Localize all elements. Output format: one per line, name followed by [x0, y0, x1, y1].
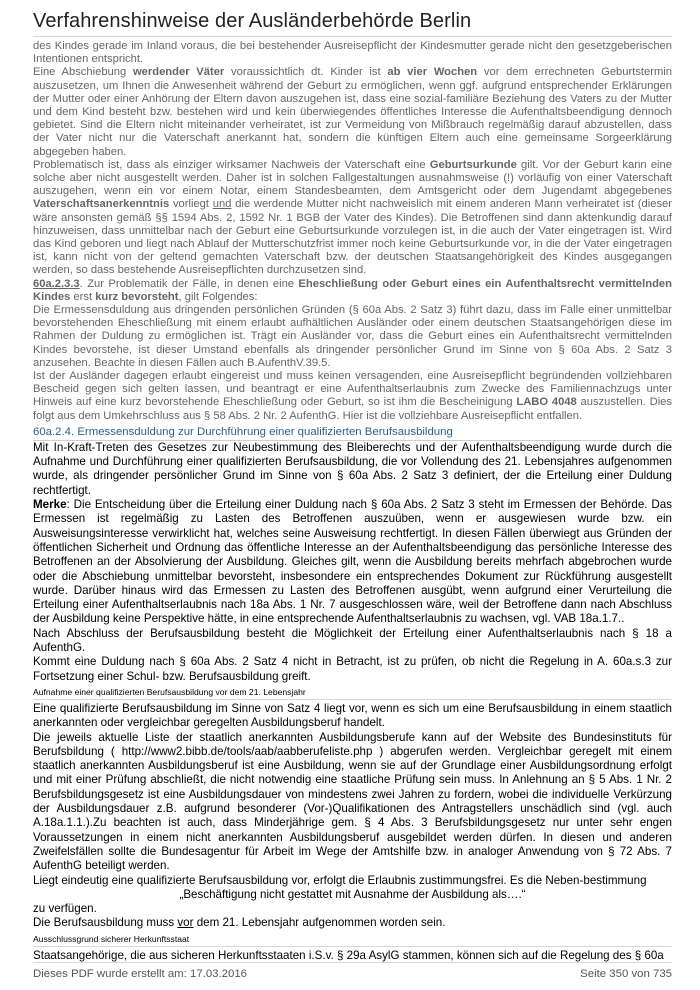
document-body: [33, 40, 672, 963]
paragraph: Merke: Die Entscheidung über die Erteilung einer Duldung nach § 60a Abs. 2 Satz 3 steht im Ermessen der Behörde. Das Ermessen ist regelmäßig zu Lasten des Betroffenen auszuüben, wenn er ausgewiesen wurde bzw. ein Ausweisungsinteresse verwirklicht hat, welches seine Ausweisung rechtfertigt. In diesen Fällen überwiegt aus Gründen der öffentlichen Sicherheit und Ordnung das öffentliche Interesse an der Aufenthaltsbeendigung das persönliche Interesse des Betroffenen an der Absolvierung der Ausbildung. Gleiches gilt, wenn die Ausbildung bereits mehrfach abgebrochen wurde oder die Abschiebung unmittelbar bevorsteht, insbesondere ein entsprechendes Dokument zur Rückführung ausgestellt wurde. Darüber hinaus wird das Ermessen zu Lasten des Betroffenen ausgübt, wenn aufgrund einer Verurteilung die Erteilung einer Aufenthaltserlaubnis nach 18a Abs. 1 Nr. 7 ausgeschlossen wäre, weil der Betroffene dann nach Abschluss der Ausbildung keine Perspektive hätte, in eine entsprechende Aufenthaltserlaubnis zu wachsen, vgl. VAB 18a.1.7..: [33, 498, 672, 626]
paragraph: Eine qualifizierte Berufsausbildung im Sinne von Satz 4 liegt vor, wenn es sich um eine Berufsausbildung in einem staatlich anerkannten oder vergleichbar geregelten Ausbildungsberuf handelt.: [33, 701, 672, 730]
paragraph: Ist der Ausländer dagegen erlaubt eingereist und muss keinen versagenden, eine Ausreisepflicht begründenden vollziehbaren Bescheid gegen sich gelten lassen, und beantragt er eine Aufenthaltserlaubnis zum Zwecke des Familiennachzugs unter Hinweis auf eine kurz bevorstehende Eheschließung oder Geburt, so ist ihm die Bescheinigung LABO 4048 auszustellen. Dies folgt aus dem Umkehrschluss aus § 58 Abs. 2 Nr. 2 AufenthG. Hier ist die vollziehbare Ausreisepflicht entfallen.: [33, 370, 672, 422]
subsection-heading: Ausschlussgrund sicherer Herkunftsstaat: [33, 933, 672, 947]
paragraph: 60a.2.3.3. Zur Problematik der Fälle, in denen eine Eheschließung oder Geburt eines ein Aufenthaltsrecht vermittelnden Kindes erst kurz bevorsteht, gilt Folgendes:: [33, 277, 672, 303]
section-body: [33, 441, 672, 684]
paragraph: zu verfügen.: [33, 902, 97, 916]
subsection-heading: Aufnahme einer qualifizierten Berufsausbildung vor dem 21. Lebensjahr: [33, 686, 672, 700]
paragraph: Die Berufsausbildung muss vor dem 21. Lebensjahr aufgenommen worden sein.: [33, 916, 446, 930]
footer-page-number: Seite 350 von 735: [580, 968, 672, 980]
paragraph: Nach Abschluss der Berufsausbildung besteht die Möglichkeit der Erteilung einer Aufenthaltserlaubnis nach § 18 a AufenthG.: [33, 626, 672, 655]
paragraph: Die Ermessensduldung aus dringenden persönlichen Gründen (§ 60a Abs. 2 Satz 3) führt dazu, dass im Falle einer unmittelbar bevorstehenden Eheschließung mit einem erlaubt aufhältlichen Ausländer oder einem deutschen Staatsangehörigen diese im Rahmen der Duldung zu ermöglichen ist. Trägt ein Ausländer vor, dass die Geburt eines ein Aufenthaltsrecht vermittelnden Kindes bevorstehe, ist dieser Umstand ebenfalls als dringender persönlicher Grund im Sinne von § 60a Abs. 2 Satz 3 anzusehen. Beachte in diesen Fällen auch B.AufenthV.39.5.: [33, 304, 672, 369]
paragraph: Staatsangehörige, die aus sicheren Herkunftsstaaten i.S.v. § 29a AsylG stammen, können sich auf die Regelung des § 60a: [33, 948, 664, 962]
footer-created-date: Dieses PDF wurde erstellt am: 17.03.2016: [33, 968, 247, 980]
paragraph: Eine Abschiebung werdender Väter voraussichtlich dt. Kinder ist ab vier Wochen vor dem errechneten Geburtstermin auszusetzen, um Ihnen die Anwesenheit während der Geburt zu ermöglichen, wenn ggf. aufgrund entsprechender Erklärungen der Mutter oder einer Anhörung der Eltern davon auszugehen ist, dass eine sozial-familiäre Beziehung des Vaters zu der Mutter und dem Kind besteht bzw. bestehen wird und kein überwiegendes öffentliches Interesse die Aufenthaltsbeendigung dennoch gebietet. Sind die Eltern nicht miteinander verheiratet, ist zur Vermeidung von Mißbrauch regelmäßig darauf abzustellen, dass der Vater nicht nur die Vaterschaft anerkannt hat, sondern die künftigen Eltern auch eine gemeinsame Sorgeerklärung abgegeben haben.: [33, 66, 673, 158]
paragraph: Die jeweils aktuelle Liste der staatlich anerkannten Ausbildungsberufe kann auf der Website des Bundesinstituts für Berufsbildung ( http://www2.bibb.de/tools/aab/aabberufeliste.php ) abgerufen werden. Vergleichbar geregelt mit einem staatlich anerkannten Ausbildungsberuf ist eine Ausbildung, wenn sie auf der Grundlage einer Ausbildungsordnung erfolgt und mit einer Prüfung abschließt, die nicht notwendig eine staatliche Prüfung sein muss. In Anlehnung an § 5 Abs. 1 Nr. 2 Berufsbildungsgesetz ist eine Ausbildungsdauer von mindestens zwei Jahren zu fordern, wobei die individuelle Verkürzung der Ausbildungsdauer z.B. aufgrund besonderer (Vor-)Qualifikationen des Antragstellers unschädlich sind (vgl. auch A.18a.1.1.).Zu beachten ist auch, dass Minderjährige gem. § 4 Abs. 3 Berufsbildungsgesetz nur unter sehr engen Voraussetzungen in einem nicht anerkannten Ausbildungsberuf ausgebildet werden dürfen. In diesen und anderen Zweifelsfällen sollte die Bundesagentur für Arbeit im Wege der Amtshilfe bzw. in analoger Anwendung von § 72 Abs. 7 AufenthG beteiligt werden.: [33, 730, 672, 873]
paragraph: Liegt eindeutig eine qualifizierte Berufsausbildung vor, erfolgt die Erlaubnis zustimmungsfrei. Es die Neben-bestimmung: [33, 873, 647, 887]
subsection-body: [33, 949, 672, 963]
paragraph: des Kindes gerade im Inland voraus, die bei bestehender Ausreisepflicht der Kindesmutter gerade nicht den gesetzgeberischen Intentionen entspricht.: [33, 40, 672, 66]
section-number-link[interactable]: 60a.2.3.3: [33, 277, 80, 290]
paragraph: Mit In-Kraft-Treten des Gesetzes zur Neubestimmung des Bleiberechts und der Aufenthaltsbeendigung wurde durch die Aufnahme und Durchführung einer qualifizierten Berufsausbildung, die vor Vollendung des 21. Lebensjahres aufgenommen wurde, als dringender persönlicher Grund im Sinne von § 60a Abs. 2 Satz 3 definiert, der die Erteilung einer Duldung rechtfertigt.: [33, 440, 672, 497]
paragraph: Problematisch ist, dass als einziger wirksamer Nachweis der Vaterschaft eine Geburtsurkunde gilt. Vor der Geburt kann eine solche aber nicht ausgestellt werden. Daher ist in solchen Fallgestaltungen ausnahmsweise (!) vorläufig von einer Vaterschaft auszugehen, wenn ein vor einem Notar, einem Standesbeamten, dem Amtsgericht oder dem Jugendamt abgegebenes Vaterschaftsanerkenntnis vorliegt und die werdende Mutter nicht nachweislich mit einem anderen Mann verheiratet ist (dieser wäre ansonsten gemäß §§ 1594 Abs. 2, 1592 Nr. 1 BGB der Vater des Kindes). Die Betroffenen sind dann aktenkundig darauf hinzuweisen, dass unmittelbar nach der Geburt eine Geburtsurkunde vorzulegen ist, in die auch der Vater eingetragen ist. Wird das Kind geboren und liegt nach Ablauf der Mutterschutzfrist immer noch keine Geburtsurkunde vor, in die der Vater eingetragen ist, kann nicht von der geltend gemachten Vaterschaft bzw. der deutschen Staatsangehörigkeit des Kindes ausgegangen werden, so dass bestehende Ausreisepflichten durchzusetzen sind.: [33, 158, 672, 277]
page-footer: [33, 962, 672, 980]
title-divider: [33, 36, 672, 37]
subsection-body: [33, 702, 672, 931]
continuation-block: [33, 40, 672, 423]
page-title: Verfahrenshinweise der Ausländerbehörde Berlin: [33, 10, 472, 32]
quote: „Beschäftigung nicht gestattet mit Ausnahme der Ausbildung als….“: [179, 887, 526, 901]
section-heading: 60a.2.4. Ermessensduldung zur Durchführung einer qualifizierten Berufsausbildung: [33, 425, 672, 441]
paragraph: Kommt eine Duldung nach § 60a Abs. 2 Satz 4 nicht in Betracht, ist zu prüfen, ob nicht die Regelung in A. 60a.s.3 zur Fortsetzung einer Schul- bzw. Berufsausbildung greift.: [33, 655, 672, 683]
